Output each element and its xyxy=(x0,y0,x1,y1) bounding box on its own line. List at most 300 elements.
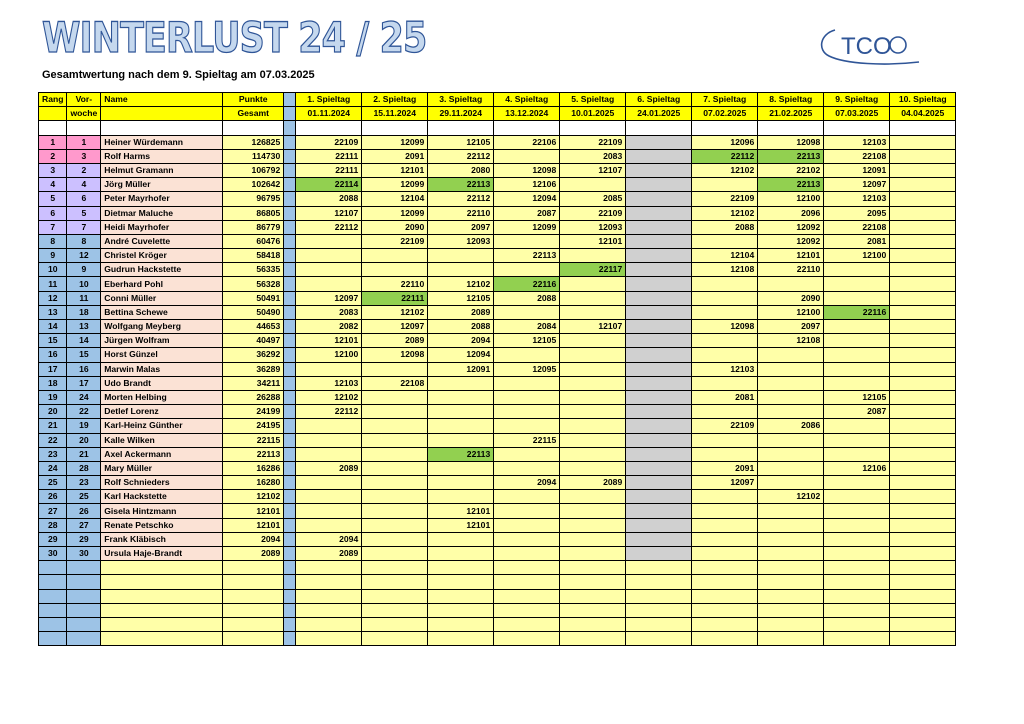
table-row xyxy=(39,220,956,234)
spieltag-score xyxy=(494,490,560,504)
empty-cell xyxy=(626,575,692,589)
player-name: Karl-Heinz Günther xyxy=(101,419,223,433)
header-gesamt: Gesamt xyxy=(223,107,284,121)
empty-cell xyxy=(362,561,428,575)
spieltag-score xyxy=(494,390,560,404)
spieltag-score xyxy=(626,518,692,532)
empty-cell xyxy=(223,561,284,575)
rank-cell: 23 xyxy=(39,447,67,461)
spieltag-score xyxy=(428,376,494,390)
total-points: 24199 xyxy=(223,405,284,419)
spieltag-score xyxy=(362,547,428,561)
spacer-cell xyxy=(362,121,428,135)
spieltag-score xyxy=(362,263,428,277)
spieltag-score xyxy=(494,518,560,532)
previous-week-cell: 6 xyxy=(67,192,101,206)
previous-week-cell: 16 xyxy=(67,362,101,376)
spieltag-score xyxy=(692,291,758,305)
spieltag-score: 2091 xyxy=(362,149,428,163)
spieltag-score xyxy=(692,547,758,561)
total-points: 2089 xyxy=(223,547,284,561)
spacer-cell xyxy=(428,121,494,135)
spieltag-score xyxy=(626,461,692,475)
spieltag-score xyxy=(626,419,692,433)
spieltag-score: 22109 xyxy=(362,234,428,248)
table-row xyxy=(39,320,956,334)
spieltag-score: 12099 xyxy=(494,220,560,234)
spieltag-score: 12107 xyxy=(296,206,362,220)
tco-logo xyxy=(815,22,925,77)
spacer-cell xyxy=(560,121,626,135)
spacer-column xyxy=(284,532,296,546)
previous-week-cell xyxy=(67,632,101,646)
spieltag-score: 22112 xyxy=(692,149,758,163)
table-row xyxy=(39,149,956,163)
spieltag-score xyxy=(560,461,626,475)
spieltag-score: 12101 xyxy=(428,504,494,518)
previous-week-cell: 5 xyxy=(67,206,101,220)
spacer-column xyxy=(284,234,296,248)
spieltag-score: 2090 xyxy=(362,220,428,234)
spieltag-score xyxy=(362,490,428,504)
spieltag-score xyxy=(890,220,956,234)
table-row xyxy=(39,405,956,419)
empty-cell xyxy=(362,575,428,589)
spieltag-score xyxy=(296,362,362,376)
header-spieltag: 10. Spieltag xyxy=(890,93,956,107)
player-name: Kalle Wilken xyxy=(101,433,223,447)
rank-cell xyxy=(39,589,67,603)
total-points: 126825 xyxy=(223,135,284,149)
spieltag-score xyxy=(692,447,758,461)
spieltag-score xyxy=(560,405,626,419)
empty-cell xyxy=(296,589,362,603)
spieltag-score xyxy=(824,433,890,447)
spieltag-score xyxy=(890,518,956,532)
spieltag-score xyxy=(890,532,956,546)
header-spieltag: 4. Spieltag xyxy=(494,93,560,107)
player-name: Morten Helbing xyxy=(101,390,223,404)
spieltag-score xyxy=(494,405,560,419)
header-rang-2 xyxy=(39,107,67,121)
spieltag-score xyxy=(362,532,428,546)
spacer-cell xyxy=(824,121,890,135)
empty-cell xyxy=(560,589,626,603)
spieltag-score: 22108 xyxy=(824,149,890,163)
empty-cell xyxy=(692,603,758,617)
empty-cell xyxy=(284,603,296,617)
player-name: Helmut Gramann xyxy=(101,163,223,177)
empty-cell xyxy=(494,589,560,603)
spieltag-score: 12101 xyxy=(362,163,428,177)
header-spieltag: 9. Spieltag xyxy=(824,93,890,107)
spieltag-score xyxy=(494,234,560,248)
rank-cell: 15 xyxy=(39,334,67,348)
spieltag-score xyxy=(296,447,362,461)
spieltag-score: 22109 xyxy=(560,206,626,220)
spieltag-score: 22115 xyxy=(494,433,560,447)
empty-cell xyxy=(626,561,692,575)
player-name: Jörg Müller xyxy=(101,178,223,192)
spieltag-score: 2094 xyxy=(494,476,560,490)
header-name-2 xyxy=(101,107,223,121)
spieltag-score: 2081 xyxy=(692,390,758,404)
spieltag-score xyxy=(758,547,824,561)
spieltag-score xyxy=(626,192,692,206)
spieltag-score: 22116 xyxy=(494,277,560,291)
spieltag-score xyxy=(890,348,956,362)
spieltag-score xyxy=(758,447,824,461)
logo-text: TCO xyxy=(841,33,892,60)
spieltag-score xyxy=(890,405,956,419)
spieltag-score: 22102 xyxy=(758,163,824,177)
spieltag-score: 12106 xyxy=(824,461,890,475)
spieltag-score xyxy=(560,178,626,192)
spacer-column xyxy=(284,518,296,532)
spieltag-score xyxy=(758,532,824,546)
previous-week-cell: 14 xyxy=(67,334,101,348)
previous-week-cell: 11 xyxy=(67,291,101,305)
spacer-column xyxy=(284,149,296,163)
spieltag-score: 12100 xyxy=(824,249,890,263)
spieltag-score: 2089 xyxy=(428,305,494,319)
empty-cell xyxy=(362,603,428,617)
table-row xyxy=(39,362,956,376)
previous-week-cell: 25 xyxy=(67,490,101,504)
spieltag-score xyxy=(890,390,956,404)
spieltag-score xyxy=(428,249,494,263)
header-spieltag: 6. Spieltag xyxy=(626,93,692,107)
header-datum: 21.02.2025 xyxy=(758,107,824,121)
spieltag-score xyxy=(494,547,560,561)
previous-week-cell: 13 xyxy=(67,320,101,334)
rank-cell: 12 xyxy=(39,291,67,305)
player-name: Conni Müller xyxy=(101,291,223,305)
spieltag-score xyxy=(494,263,560,277)
header-spieltag: 5. Spieltag xyxy=(560,93,626,107)
previous-week-cell: 28 xyxy=(67,461,101,475)
empty-cell xyxy=(824,617,890,631)
empty-cell xyxy=(560,561,626,575)
rank-cell: 8 xyxy=(39,234,67,248)
spieltag-score: 12105 xyxy=(428,291,494,305)
rank-cell: 20 xyxy=(39,405,67,419)
spieltag-score xyxy=(626,320,692,334)
previous-week-cell: 7 xyxy=(67,220,101,234)
rank-cell: 28 xyxy=(39,518,67,532)
previous-week-cell: 19 xyxy=(67,419,101,433)
empty-cell xyxy=(692,575,758,589)
spieltag-score xyxy=(626,234,692,248)
spieltag-score xyxy=(296,433,362,447)
rank-cell: 4 xyxy=(39,178,67,192)
spieltag-score: 22112 xyxy=(428,192,494,206)
spieltag-score xyxy=(494,149,560,163)
spieltag-score: 22109 xyxy=(692,419,758,433)
spieltag-score xyxy=(890,433,956,447)
empty-cell xyxy=(223,632,284,646)
spieltag-score xyxy=(890,504,956,518)
spieltag-score xyxy=(758,376,824,390)
spieltag-score xyxy=(626,547,692,561)
empty-row xyxy=(39,603,956,617)
previous-week-cell: 30 xyxy=(67,547,101,561)
spieltag-score: 2082 xyxy=(296,320,362,334)
spieltag-score xyxy=(560,277,626,291)
header-datum: 04.04.2025 xyxy=(890,107,956,121)
spieltag-score xyxy=(890,476,956,490)
spieltag-score: 12094 xyxy=(494,192,560,206)
rank-cell: 3 xyxy=(39,163,67,177)
spieltag-score xyxy=(824,362,890,376)
spieltag-score: 12105 xyxy=(494,334,560,348)
total-points: 102642 xyxy=(223,178,284,192)
spieltag-score xyxy=(560,291,626,305)
spieltag-score xyxy=(824,291,890,305)
table-row xyxy=(39,433,956,447)
player-name: Dietmar Maluche xyxy=(101,206,223,220)
header-datum: 13.12.2024 xyxy=(494,107,560,121)
spieltag-score xyxy=(626,263,692,277)
spieltag-score xyxy=(362,362,428,376)
spieltag-score: 22111 xyxy=(296,163,362,177)
spieltag-score: 22112 xyxy=(428,149,494,163)
total-points: 22115 xyxy=(223,433,284,447)
spieltag-score: 12097 xyxy=(824,178,890,192)
empty-cell xyxy=(692,561,758,575)
spacer-cell xyxy=(67,121,101,135)
rank-cell: 11 xyxy=(39,277,67,291)
spieltag-score xyxy=(890,178,956,192)
spieltag-score: 2083 xyxy=(560,149,626,163)
rank-cell: 21 xyxy=(39,419,67,433)
previous-week-cell: 20 xyxy=(67,433,101,447)
player-name: Rolf Schnieders xyxy=(101,476,223,490)
empty-cell xyxy=(494,632,560,646)
spieltag-score xyxy=(362,518,428,532)
header-datum: 15.11.2024 xyxy=(362,107,428,121)
spieltag-score xyxy=(296,249,362,263)
previous-week-cell: 1 xyxy=(67,135,101,149)
table-row xyxy=(39,234,956,248)
spieltag-score: 2094 xyxy=(428,334,494,348)
spieltag-score xyxy=(824,504,890,518)
spieltag-score xyxy=(890,277,956,291)
empty-cell xyxy=(428,561,494,575)
spieltag-score xyxy=(692,234,758,248)
spieltag-score xyxy=(362,249,428,263)
spieltag-score: 2081 xyxy=(824,234,890,248)
rank-cell: 16 xyxy=(39,348,67,362)
player-name: Axel Ackermann xyxy=(101,447,223,461)
total-points: 106792 xyxy=(223,163,284,177)
spieltag-score xyxy=(560,249,626,263)
player-name: Rolf Harms xyxy=(101,149,223,163)
spieltag-score: 12098 xyxy=(362,348,428,362)
total-points: 56335 xyxy=(223,263,284,277)
empty-cell xyxy=(692,632,758,646)
spieltag-score xyxy=(626,163,692,177)
empty-cell xyxy=(494,603,560,617)
empty-cell xyxy=(824,603,890,617)
spacer-column xyxy=(284,433,296,447)
header-spieltag: 7. Spieltag xyxy=(692,93,758,107)
empty-cell xyxy=(758,561,824,575)
empty-cell xyxy=(428,617,494,631)
empty-cell xyxy=(560,575,626,589)
spieltag-score: 22108 xyxy=(824,220,890,234)
empty-cell xyxy=(362,632,428,646)
spacer-column xyxy=(284,504,296,518)
total-points: 12101 xyxy=(223,504,284,518)
empty-cell xyxy=(626,617,692,631)
player-name: Detlef Lorenz xyxy=(101,405,223,419)
rank-cell xyxy=(39,617,67,631)
spieltag-score xyxy=(758,433,824,447)
player-name: Renate Petschko xyxy=(101,518,223,532)
spieltag-score xyxy=(494,376,560,390)
header-spieltag: 1. Spieltag xyxy=(296,93,362,107)
spieltag-score: 22109 xyxy=(560,135,626,149)
spacer-cell xyxy=(890,121,956,135)
spieltag-score xyxy=(494,348,560,362)
empty-cell xyxy=(428,589,494,603)
total-points: 40497 xyxy=(223,334,284,348)
spieltag-score: 22113 xyxy=(428,178,494,192)
spieltag-score xyxy=(296,504,362,518)
previous-week-cell: 3 xyxy=(67,149,101,163)
spieltag-score: 12101 xyxy=(758,249,824,263)
rank-cell: 30 xyxy=(39,547,67,561)
rank-cell: 14 xyxy=(39,320,67,334)
rank-cell: 24 xyxy=(39,461,67,475)
empty-row xyxy=(39,575,956,589)
rank-cell: 17 xyxy=(39,362,67,376)
spieltag-score: 22110 xyxy=(362,277,428,291)
spieltag-score: 12099 xyxy=(362,178,428,192)
previous-week-cell: 29 xyxy=(67,532,101,546)
spieltag-score xyxy=(626,334,692,348)
spieltag-score xyxy=(428,476,494,490)
empty-cell xyxy=(560,617,626,631)
spieltag-score xyxy=(626,249,692,263)
spieltag-score xyxy=(626,362,692,376)
spacer-column xyxy=(284,277,296,291)
spieltag-score xyxy=(890,419,956,433)
empty-cell xyxy=(223,603,284,617)
spieltag-score xyxy=(428,532,494,546)
empty-cell xyxy=(223,589,284,603)
spieltag-score xyxy=(362,405,428,419)
spieltag-score: 12098 xyxy=(758,135,824,149)
spieltag-score: 2089 xyxy=(296,461,362,475)
spieltag-score: 2088 xyxy=(428,320,494,334)
empty-cell xyxy=(626,603,692,617)
rank-cell xyxy=(39,603,67,617)
spieltag-score xyxy=(626,532,692,546)
spieltag-score: 12105 xyxy=(428,135,494,149)
spieltag-score xyxy=(824,518,890,532)
empty-cell xyxy=(101,617,223,631)
spieltag-score: 2085 xyxy=(560,192,626,206)
player-name: Heidi Mayrhofer xyxy=(101,220,223,234)
empty-cell xyxy=(296,561,362,575)
empty-cell xyxy=(692,617,758,631)
spieltag-score: 12097 xyxy=(296,291,362,305)
spieltag-score: 12101 xyxy=(560,234,626,248)
previous-week-cell: 10 xyxy=(67,277,101,291)
spieltag-score: 12100 xyxy=(758,305,824,319)
empty-cell xyxy=(101,561,223,575)
spacer-column xyxy=(284,334,296,348)
spieltag-score xyxy=(824,476,890,490)
empty-cell xyxy=(494,617,560,631)
spacer-cell xyxy=(101,121,223,135)
spieltag-score: 22113 xyxy=(758,178,824,192)
spieltag-score xyxy=(626,476,692,490)
spieltag-score xyxy=(692,518,758,532)
spacer-column xyxy=(284,476,296,490)
table-row xyxy=(39,532,956,546)
spacer-column xyxy=(284,206,296,220)
player-name: Marwin Malas xyxy=(101,362,223,376)
table-row xyxy=(39,504,956,518)
spieltag-score xyxy=(824,376,890,390)
spieltag-score xyxy=(890,334,956,348)
spieltag-score xyxy=(824,547,890,561)
spieltag-score: 12095 xyxy=(494,362,560,376)
spieltag-score: 22113 xyxy=(494,249,560,263)
spieltag-score: 12107 xyxy=(560,320,626,334)
spieltag-score xyxy=(494,461,560,475)
spieltag-score: 12099 xyxy=(362,135,428,149)
table-row xyxy=(39,291,956,305)
spieltag-score xyxy=(692,504,758,518)
empty-cell xyxy=(101,632,223,646)
total-points: 26288 xyxy=(223,390,284,404)
empty-row xyxy=(39,617,956,631)
spieltag-score xyxy=(560,504,626,518)
previous-week-cell xyxy=(67,617,101,631)
total-points: 16280 xyxy=(223,476,284,490)
spieltag-score xyxy=(758,461,824,475)
spieltag-score: 12105 xyxy=(824,390,890,404)
player-name: Ursula Haje-Brandt xyxy=(101,547,223,561)
spieltag-score: 2095 xyxy=(824,206,890,220)
header-name: Name xyxy=(101,93,223,107)
spieltag-score xyxy=(560,390,626,404)
previous-week-cell: 17 xyxy=(67,376,101,390)
spieltag-score: 12091 xyxy=(428,362,494,376)
spieltag-score: 12101 xyxy=(428,518,494,532)
spieltag-score xyxy=(560,376,626,390)
empty-cell xyxy=(428,575,494,589)
previous-week-cell: 22 xyxy=(67,405,101,419)
spacer-column xyxy=(284,547,296,561)
header-vorwoche: Vor- xyxy=(67,93,101,107)
spacer-column xyxy=(284,305,296,319)
player-name: Eberhard Pohl xyxy=(101,277,223,291)
empty-cell xyxy=(626,632,692,646)
spieltag-score: 22108 xyxy=(362,376,428,390)
table-row xyxy=(39,263,956,277)
spieltag-score: 12102 xyxy=(362,305,428,319)
header-datum: 10.01.2025 xyxy=(560,107,626,121)
rank-cell: 7 xyxy=(39,220,67,234)
spieltag-score xyxy=(890,547,956,561)
spieltag-score: 2087 xyxy=(494,206,560,220)
empty-cell xyxy=(824,575,890,589)
